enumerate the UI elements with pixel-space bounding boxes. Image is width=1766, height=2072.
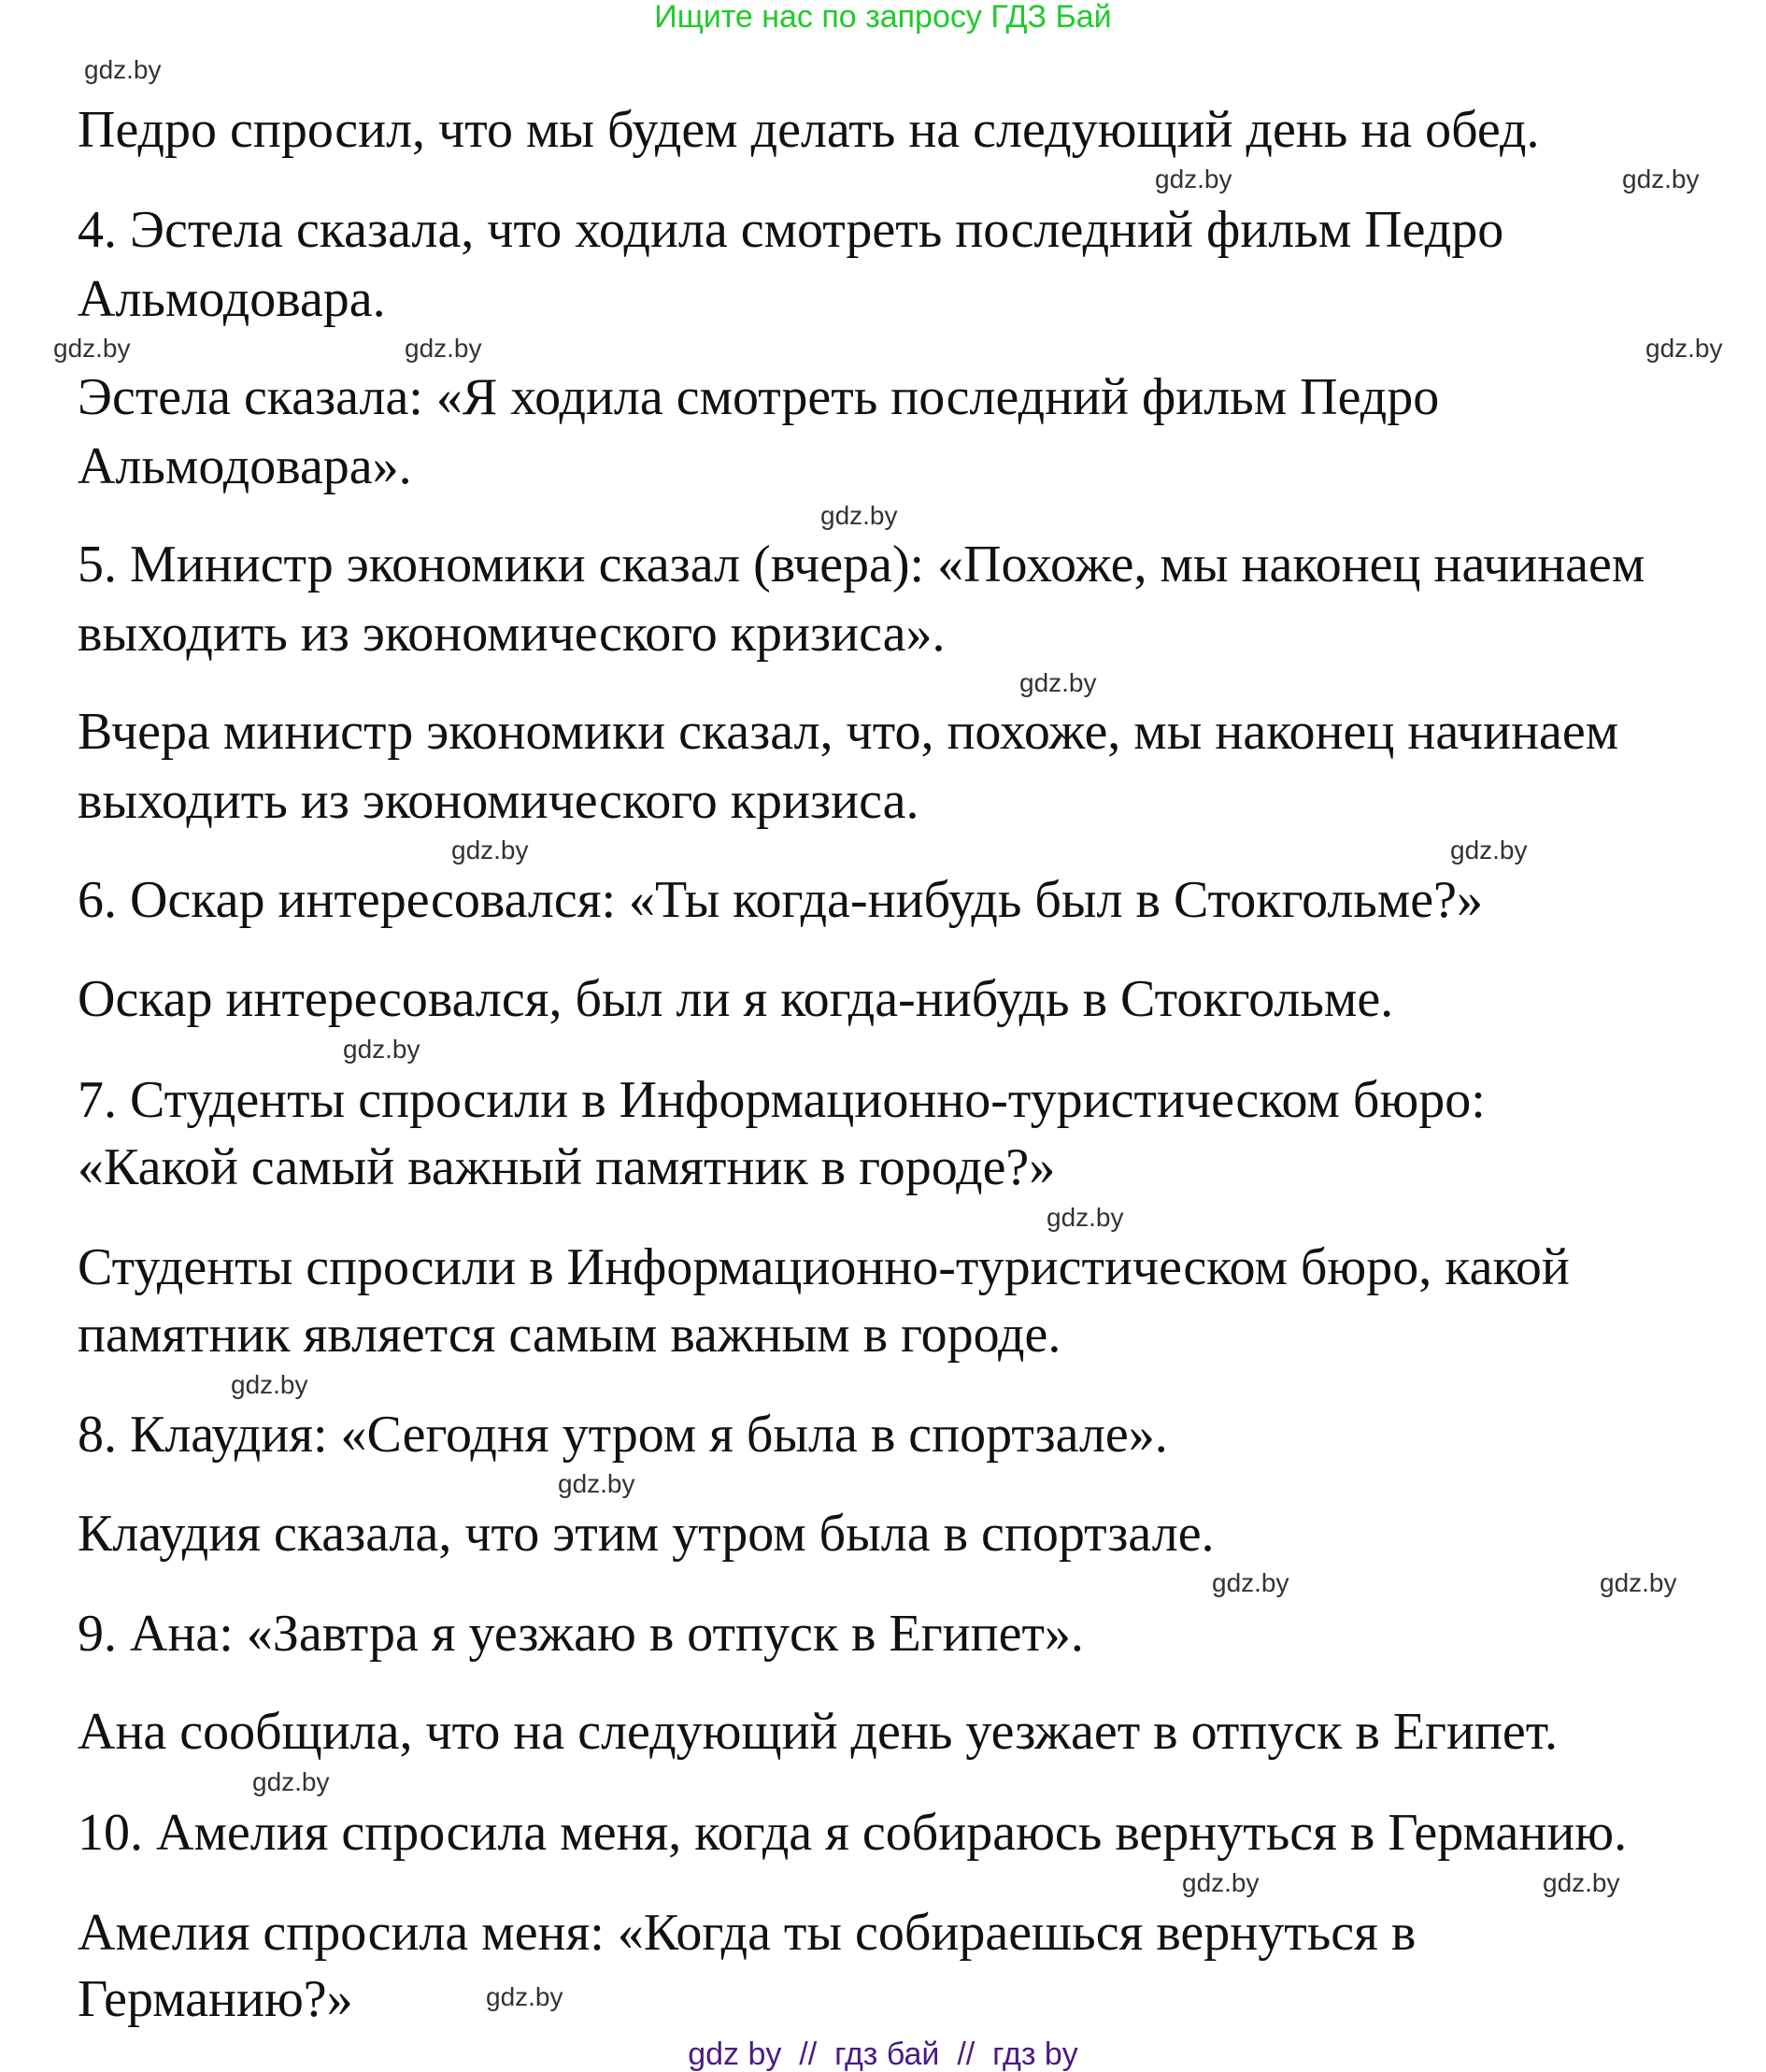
text-line: Альмодовара.: [78, 270, 386, 328]
watermark: gdz.by: [1019, 668, 1097, 697]
text-line: Клаудия сказала, что этим утром была в спортзале.: [78, 1505, 1215, 1563]
watermark: gdz.by: [486, 1982, 563, 2011]
text-line: 5. Министр экономики сказал (вчера): «Похоже, мы наконец начинаем: [78, 536, 1645, 593]
text-line: 9. Ана: «Завтра я уезжаю в отпуск в Египет».: [78, 1605, 1084, 1663]
text-line: Студенты спросили в Информационно-туристическом бюро, какой: [78, 1238, 1570, 1296]
search-banner: Ищите нас по запросу ГДЗ Бай: [654, 0, 1112, 35]
watermark: gdz.by: [1543, 1868, 1620, 1897]
watermark: gdz.by: [252, 1767, 330, 1796]
watermark: gdz.by: [1622, 164, 1700, 193]
watermark: gdz.by: [1450, 836, 1528, 865]
text-line: Германию?»: [78, 1970, 353, 2028]
text-line: Эстела сказала: «Я ходила смотреть последний фильм Педро: [78, 368, 1440, 426]
text-line: памятник является самым важным в городе.: [78, 1306, 1061, 1364]
watermark: gdz.by: [53, 334, 131, 363]
watermark: gdz.by: [451, 836, 529, 865]
watermark: gdz.by: [405, 334, 482, 363]
text-line: 4. Эстела сказала, что ходила смотреть последний фильм Педро: [78, 201, 1504, 259]
footer-links: gdz by // гдз бай // гдз by: [688, 2036, 1078, 2072]
text-line: выходить из экономического кризиса».: [78, 605, 946, 663]
text-line: «Какой самый важный памятник в городе?»: [78, 1138, 1056, 1196]
watermark: gdz.by: [1047, 1203, 1124, 1232]
text-line: 6. Оскар интересовался: «Ты когда-нибудь был в Стокгольме?»: [78, 871, 1483, 929]
text-line: Оскар интересовался, был ли я когда-нибудь в Стокгольме.: [78, 970, 1394, 1028]
text-line: 10. Амелия спросила меня, когда я собираюсь вернуться в Германию.: [78, 1804, 1628, 1862]
watermark: gdz.by: [1645, 334, 1723, 363]
watermark: gdz.by: [558, 1469, 635, 1498]
text-line: Ана сообщила, что на следующий день уезжает в отпуск в Египет.: [78, 1703, 1559, 1761]
watermark: gdz.by: [1600, 1568, 1677, 1597]
watermark: gdz.by: [1182, 1868, 1260, 1897]
text-line: Вчера министр экономики сказал, что, похоже, мы наконец начинаем: [78, 703, 1619, 761]
watermark: gdz.by: [231, 1370, 308, 1399]
watermark: gdz.by: [84, 55, 162, 84]
watermark: gdz.by: [820, 501, 898, 530]
text-line: Амелия спросила меня: «Когда ты собираешься вернуться в: [78, 1904, 1417, 1962]
watermark: gdz.by: [1212, 1568, 1289, 1597]
text-line: Педро спросил, что мы будем делать на следующий день на обед.: [78, 101, 1540, 159]
text-line: 7. Студенты спросили в Информационно-туристическом бюро:: [78, 1071, 1486, 1129]
text-line: Альмодовара».: [78, 437, 412, 495]
watermark: gdz.by: [1155, 164, 1232, 193]
watermark: gdz.by: [343, 1035, 420, 1064]
text-line: 8. Клаудия: «Сегодня утром я была в спортзале».: [78, 1406, 1168, 1464]
text-line: выходить из экономического кризиса.: [78, 772, 919, 830]
